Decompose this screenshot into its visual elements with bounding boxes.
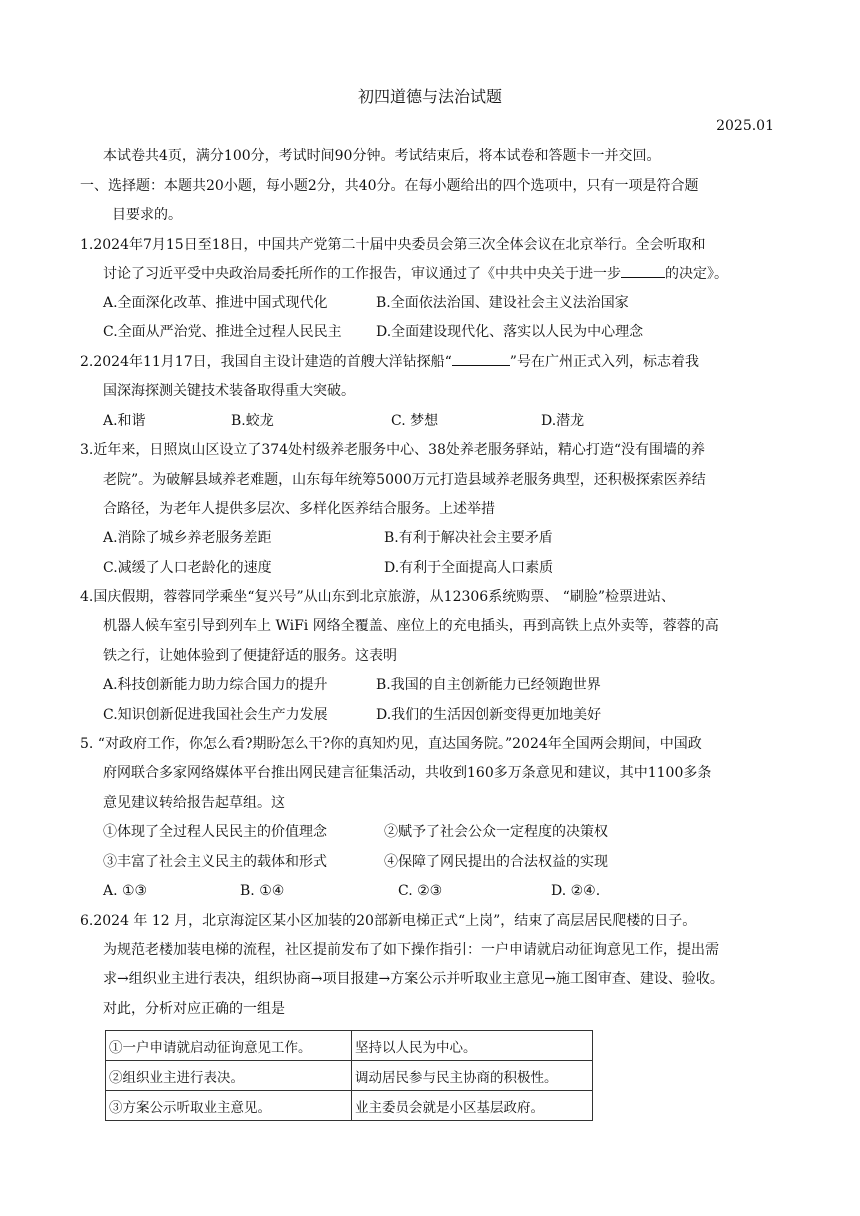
table-cell: ②组织业主进行表决。 <box>106 1061 352 1091</box>
q4-option-c: C.知识创新促进我国社会生产力发展 <box>103 707 328 723</box>
q6-stem-line2: 为规范老楼加装电梯的流程，社区提前发布了如下操作指引：一户申请就启动征询意见工作，提出需 <box>103 942 719 958</box>
q3-option-a: A.消除了城乡养老服务差距 <box>103 530 272 546</box>
q3-option-c: C.减缓了人口老龄化的速度 <box>103 560 272 576</box>
q2-stem-text: 2.2024年11月17日，我国自主设计建造的首艘大洋钻探船“ <box>80 354 452 370</box>
section-heading-line2: 目要求的。 <box>112 207 182 223</box>
q6-table <box>105 1030 593 1121</box>
table-cell: 业主委员会就是小区基层政府。 <box>352 1091 593 1121</box>
q1-option-b: B.全面依法治国、建设社会主义法治国家 <box>376 295 629 311</box>
q2-stem-line2: 国深海探测关键技术装备取得重大突破。 <box>103 383 355 399</box>
q2-option-b: B.蛟龙 <box>231 413 274 429</box>
q4-option-b: B.我国的自主创新能力已经领跑世界 <box>376 677 601 693</box>
table-cell: ③方案公示听取业主意见。 <box>106 1091 352 1121</box>
q2-option-d: D.潜龙 <box>541 413 585 429</box>
q4-stem-line2: 机器人候车室引导到列车上 WiFi 网络全覆盖、座位上的充电插头，再到高铁上点外卖等，蓉蓉的高 <box>103 618 719 634</box>
q4-stem-line3: 铁之行，让她体验到了便捷舒适的服务。这表明 <box>103 648 397 664</box>
table-row <box>106 1031 593 1061</box>
exam-intro: 本试卷共4页，满分100分，考试时间90分钟。考试结束后，将本试卷和答题卡一并交回。 <box>103 148 661 164</box>
q3-stem-line2: 老院”。为破解县域养老难题，山东每年统筹5000万元打造县域养老服务典型，还积极探索医养结 <box>103 472 706 488</box>
table-row <box>106 1061 593 1091</box>
q6-stem-line3: 求→组织业主进行表决，组织协商→项目报建→方案公示并听取业主意见→施工图审查、建设、验收。 <box>103 971 724 987</box>
q5-statement-3: ③丰富了社会主义民主的载体和形式 <box>103 854 327 870</box>
q1-stem-text: 讨论了习近平受中央政治局委托所作的工作报告，审议通过了《中共中央关于进一步 <box>103 266 621 282</box>
q2-stem-tail: ”号在广州正式入列，标志着我 <box>509 354 699 370</box>
table-cell: 调动居民参与民主协商的积极性。 <box>352 1061 593 1091</box>
table-cell: 坚持以人民为中心。 <box>352 1031 593 1061</box>
q5-stem-line3: 意见建议转给报告起草组。这 <box>103 795 285 811</box>
q5-statement-4: ④保障了网民提出的合法权益的实现 <box>384 854 608 870</box>
q4-stem-line1: 4.国庆假期，蓉蓉同学乘坐“复兴号”从山东到北京旅游，从12306系统购票、 “刷脸”检票进站、 <box>80 589 675 605</box>
q2-answer-blank <box>452 365 510 366</box>
q5-option-d: D. ②④. <box>551 883 601 899</box>
q3-option-d: D.有利于全面提高人口素质 <box>384 560 554 576</box>
q1-option-d: D.全面建设现代化、落实以人民为中心理念 <box>376 324 644 340</box>
q1-answer-blank <box>621 277 665 278</box>
q1-stem-line1: 1.2024年7月15日至18日，中国共产党第二十届中央委员会第三次全体会议在北京举行。全会听取和 <box>80 237 706 253</box>
q6-stem-line4: 对此，分析对应正确的一组是 <box>103 1001 285 1017</box>
q5-option-c: C. ②③ <box>398 883 443 899</box>
q2-option-a: A.和谐 <box>103 413 146 429</box>
q1-stem-tail: 的决定》。 <box>665 266 728 282</box>
q4-option-d: D.我们的生活因创新变得更加地美好 <box>376 707 602 723</box>
q5-stem-line1: 5. “对政府工作，你怎么看?期盼怎么干?你的真知灼见，直达国务院。”2024年全国两会期间，中国政 <box>80 736 702 752</box>
q5-stem-line2: 府网联合多家网络媒体平台推出网民建言征集活动，共收到160多万条意见和建议，其中1100多条 <box>103 765 712 781</box>
q5-option-a: A. ①③ <box>103 883 148 899</box>
q1-stem-line2 <box>103 264 728 284</box>
q6-stem-line1: 6.2024 年 12 月，北京海淀区某小区加装的20部新电梯正式“上岗”，结束了高层居民爬楼的日子。 <box>80 913 697 929</box>
page-title: 初四道德与法治试题 <box>357 87 502 106</box>
q3-option-b: B.有利于解决社会主要矛盾 <box>384 530 553 546</box>
section-heading-line1: 一、选择题：本题共20小题，每小题2分，共40分。在每小题给出的四个选项中，只有一项是符合题 <box>80 178 699 194</box>
q5-option-b: B. ①④ <box>240 883 285 899</box>
q4-option-a: A.科技创新能力助力综合国力的提升 <box>103 677 328 693</box>
q5-statement-1: ①体现了全过程人民民主的价值理念 <box>103 824 327 840</box>
q2-stem-line1 <box>80 352 699 372</box>
exam-date: 2025.01 <box>716 118 774 134</box>
table-row <box>106 1091 593 1121</box>
q3-stem-line1: 3.近年来，日照岚山区设立了374处村级养老服务中心、38处养老服务驿站，精心打造“没有围墙的养 <box>80 442 706 458</box>
q3-stem-line3: 合路径，为老年人提供多层次、多样化医养结合服务。上述举措 <box>103 501 495 517</box>
q1-option-c: C.全面从严治党、推进全过程人民民主 <box>103 324 342 340</box>
q2-option-c: C. 梦想 <box>391 413 439 429</box>
table-cell: ①一户申请就启动征询意见工作。 <box>106 1031 352 1061</box>
q5-statement-2: ②赋予了社会公众一定程度的决策权 <box>384 824 608 840</box>
q1-option-a: A.全面深化改革、推进中国式现代化 <box>103 295 328 311</box>
